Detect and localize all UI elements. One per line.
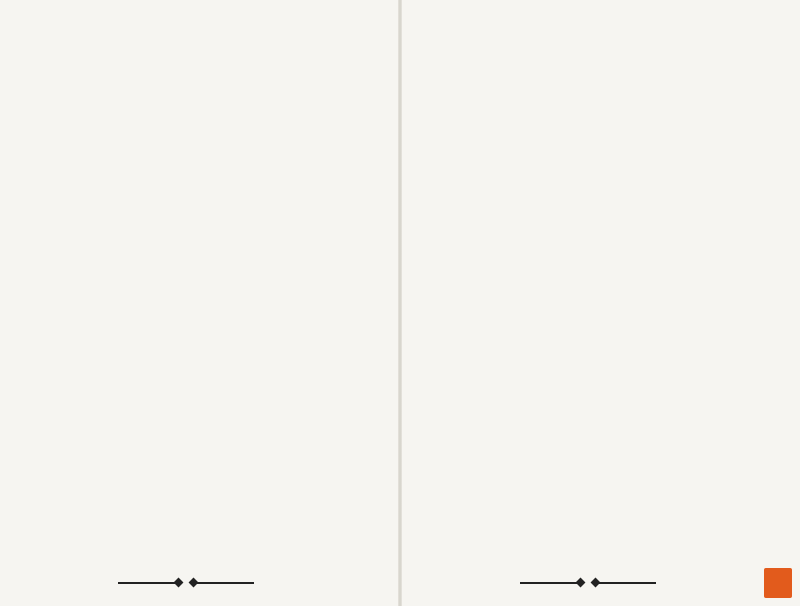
page-number-left: [118, 582, 254, 584]
left-body-text-2: [42, 362, 374, 364]
right-body-text-2: [434, 318, 774, 320]
folio-ornament: [194, 582, 254, 584]
folio-ornament: [520, 582, 580, 584]
right-body-text: [434, 60, 774, 62]
planet-lines: [42, 295, 374, 297]
folio-ornament: [118, 582, 178, 584]
right-body-text-3: [434, 500, 774, 502]
page-number-right: [520, 582, 656, 584]
folio-ornament: [596, 582, 656, 584]
publisher-logo-icon: [764, 568, 792, 598]
left-body-text: [42, 195, 374, 197]
right-page: [400, 0, 800, 606]
